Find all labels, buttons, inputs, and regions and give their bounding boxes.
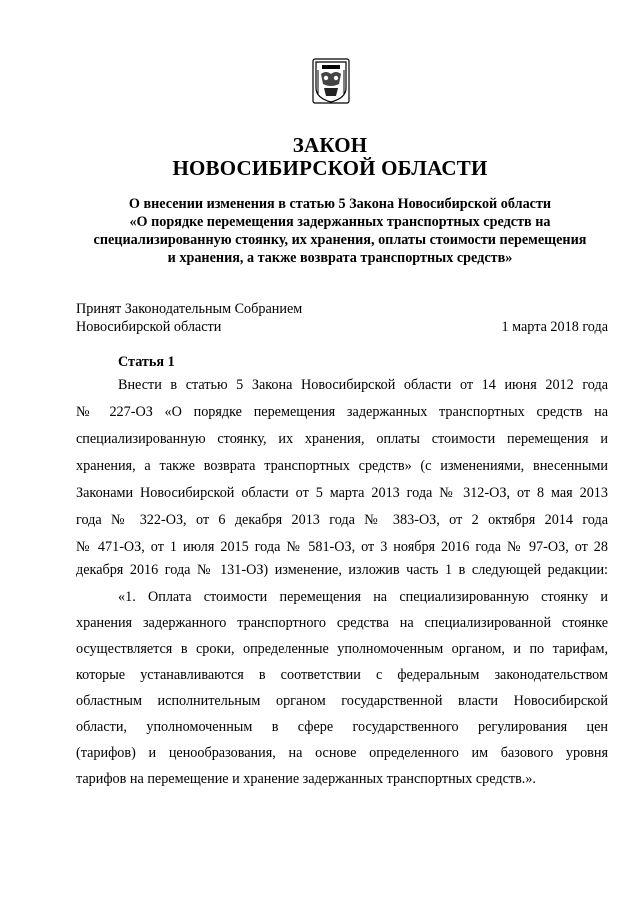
- article-line: тарифов на перемещение и хранение задержанных транспортных средств.».: [76, 771, 536, 787]
- article-line: декабря 2016 года № 131-ОЗ) изменение, изложив часть 1 в следующей редакции:: [76, 562, 608, 578]
- article-heading: Статья 1: [118, 354, 175, 370]
- article-line: № 471-ОЗ, от 1 июля 2015 года № 581-ОЗ, от 3 ноября 2016 года № 97-ОЗ, от 28: [76, 539, 608, 555]
- article-line: осуществляется в сроки, определенные уполномоченным органом, и по тарифам,: [76, 641, 608, 657]
- article-line: Законами Новосибирской области от 5 марта 2013 года № 312-ОЗ, от 8 мая 2013: [76, 485, 608, 501]
- adopted-by-line-1: Принят Законодательным Собранием: [76, 301, 303, 317]
- law-title-line-1: ЗАКОН: [292, 133, 368, 157]
- article-line: хранения, а также возврата транспортных средств» (с изменениями, внесенными: [76, 458, 608, 474]
- article-line: «1. Оплата стоимости перемещения на специализированную стоянку и: [118, 589, 608, 605]
- subtitle-line-4: и хранения, а также возврата транспортных средств»: [167, 250, 513, 266]
- subtitle-line-3: специализированную стоянку, их хранения, оплаты стоимости перемещения: [93, 232, 587, 248]
- adoption-date: 1 марта 2018 года: [501, 319, 608, 335]
- article-line: области, уполномоченным в сфере государственного регулирования цен: [76, 719, 608, 735]
- article-line: № 227-ОЗ «О порядке перемещения задержанных транспортных средств на: [76, 404, 608, 420]
- law-title-line-2: НОВОСИБИРСКОЙ ОБЛАСТИ: [172, 156, 488, 180]
- article-line: Внести в статью 5 Закона Новосибирской области от 14 июня 2012 года: [118, 377, 608, 393]
- adopted-by-line-2: Новосибирской области: [76, 319, 222, 335]
- article-line: года № 322-ОЗ, от 6 декабря 2013 года № 383-ОЗ, от 2 октября 2014 года: [76, 512, 608, 528]
- subtitle-line-2: «О порядке перемещения задержанных транспортных средств на: [129, 214, 551, 230]
- article-line: областным исполнительным органом государственной власти Новосибирской: [76, 693, 608, 709]
- subtitle-line-1: О внесении изменения в статью 5 Закона Новосибирской области: [128, 196, 552, 212]
- article-line: (тарифов) и ценообразования, на основе определенного им базового уровня: [76, 745, 608, 761]
- article-line: хранения задержанного транспортного средства на специализированной стоянке: [76, 615, 608, 631]
- article-line: которые устанавливаются в соответствии с федеральным законодательством: [76, 667, 608, 683]
- coat-of-arms-icon: [312, 58, 350, 104]
- article-line: специализированную стоянку, их хранения, оплаты стоимости перемещения и: [76, 431, 608, 447]
